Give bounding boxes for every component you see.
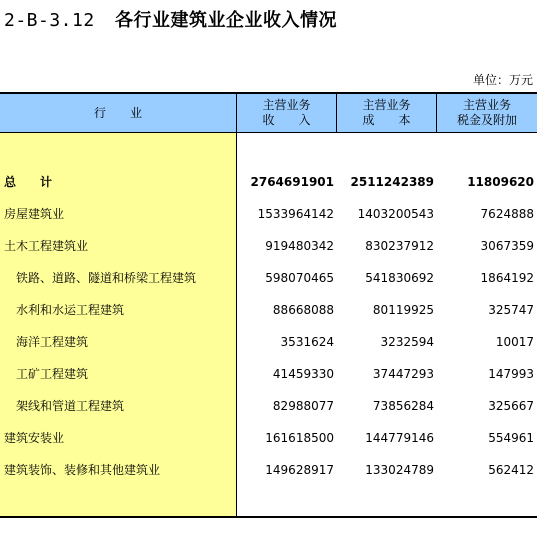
row-cost: 37447293 [372,367,434,381]
header-tax-line1: 主营业务 [462,98,511,112]
row-cost: 1403200543 [357,207,434,221]
row-cost: 144779146 [365,431,434,445]
bottom-rule [0,516,537,518]
header-tax-line2: 税金及附加 [456,113,517,127]
unit-label: 单位：万元 [472,73,533,87]
row-name: 工矿工程建筑 [16,367,89,381]
row-revenue: 1533964142 [257,207,334,221]
header-revenue [237,94,336,132]
row-revenue: 2764691901 [250,175,334,189]
table-row [0,365,537,383]
row-revenue: 919480342 [265,239,334,253]
table-row [0,429,537,447]
row-name: 架线和管道工程建筑 [16,399,125,413]
table-row-total [0,173,537,191]
row-name: 水利和水运工程建筑 [16,303,125,317]
row-tax: 325747 [488,303,534,317]
row-revenue: 161618500 [265,431,334,445]
table-row [0,333,537,351]
header-industry-label: 行 业 [93,105,142,120]
row-cost: 80119925 [372,303,434,317]
row-revenue: 41459330 [272,367,334,381]
row-name: 海洋工程建筑 [16,335,89,349]
row-name: 建筑装饰、装修和其他建筑业 [4,463,161,477]
header-rule [0,132,537,133]
header-cost-line2: 成 本 [362,113,411,127]
row-cost: 541830692 [365,271,434,285]
header-revenue-line2: 收 入 [262,113,311,127]
row-tax: 147993 [488,367,534,381]
row-tax: 1864192 [480,271,534,285]
row-revenue: 88668088 [272,303,334,317]
table-row [0,397,537,415]
row-tax: 3067359 [480,239,534,253]
page-title [4,6,337,32]
table-row [0,461,537,479]
row-cost: 73856284 [372,399,434,413]
header-tax [437,94,537,132]
row-revenue: 149628917 [265,463,334,477]
header-industry [0,94,236,132]
table-code: 2-B-3.12 [4,10,95,31]
row-revenue: 3531624 [280,335,334,349]
row-tax: 325667 [488,399,534,413]
row-name: 土木工程建筑业 [4,239,89,253]
row-cost: 133024789 [365,463,434,477]
table-row [0,269,537,287]
table-row [0,301,537,319]
table-row [0,205,537,223]
header-cost-line1: 主营业务 [362,98,411,112]
row-revenue: 598070465 [265,271,334,285]
row-revenue: 82988077 [272,399,334,413]
row-name: 建筑安装业 [4,431,65,445]
table-title: 各行业建筑业企业收入情况 [115,10,338,31]
header-revenue-line1: 主营业务 [262,98,311,112]
row-name: 房屋建筑业 [4,207,65,221]
row-name: 铁路、道路、隧道和桥梁工程建筑 [16,271,197,285]
row-tax: 7624888 [480,207,534,221]
row-cost: 3232594 [380,335,434,349]
row-name: 总 计 [4,175,53,189]
row-tax: 562412 [488,463,534,477]
table-row [0,237,537,255]
row-tax: 554961 [488,431,534,445]
row-tax: 11809620 [467,175,534,189]
row-cost: 2511242389 [350,175,434,189]
header-cost [337,94,436,132]
row-tax: 10017 [495,335,534,349]
row-cost: 830237912 [365,239,434,253]
